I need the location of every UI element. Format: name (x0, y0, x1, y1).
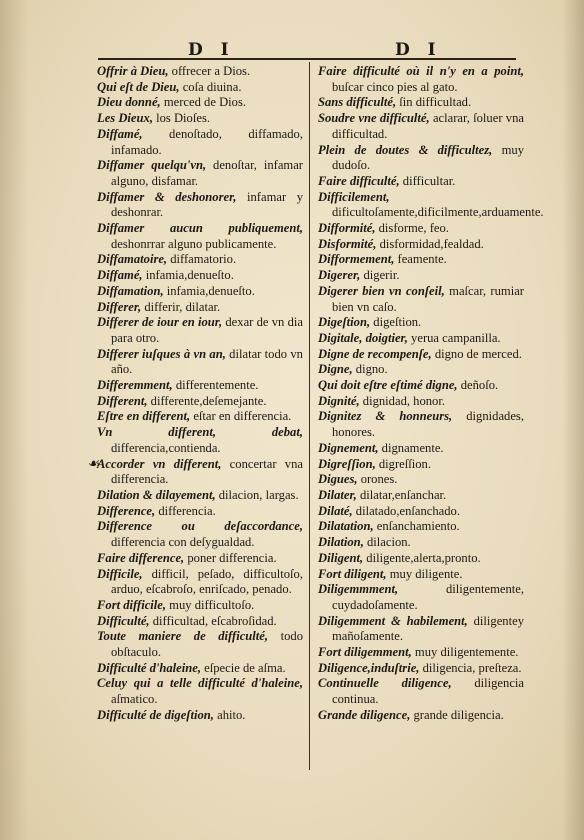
entry-headword: Faire difficulté, (318, 173, 400, 188)
entry-definition: muy dudoſo. (332, 142, 524, 173)
entry-definition: muy difficultoſo. (166, 597, 255, 612)
entry-headword: Dilatation, (318, 519, 374, 534)
entry-headword: Disformité, (318, 236, 377, 251)
dictionary-entry (318, 488, 524, 504)
entry-definition: aclarar, ſoluer vna difficultad. (332, 111, 524, 141)
dictionary-entry (318, 378, 524, 394)
dictionary-entry (97, 252, 303, 268)
dictionary-entry (318, 347, 524, 363)
right-column (318, 64, 544, 724)
entry-headword: Dignitez & honneurs, (318, 409, 453, 424)
dictionary-entry (97, 394, 303, 410)
dictionary-entry (97, 425, 303, 456)
entry-headword: Diffamer aucun publiquement, (97, 221, 303, 236)
running-head (100, 38, 520, 60)
entry-headword: Vn different, debat, (97, 425, 303, 440)
entry-headword: Digerer bien vn conſeil, (318, 283, 445, 298)
entry-definition: concertar vna differencia. (111, 456, 303, 487)
entry-headword: Qui doit eſtre eſtimé digne, (318, 378, 458, 393)
entry-headword: Difficile, (97, 566, 143, 581)
entry-definition: diffamatorio. (167, 252, 237, 267)
entry-headword: Faire difficulté où il n'y en a point, (318, 64, 524, 78)
entry-definition: differentemente. (172, 378, 259, 393)
entry-definition: difficultar. (399, 173, 456, 188)
entry-headword: Differer iuſques à vn an, (97, 346, 226, 361)
entry-definition: dexar de vn dia para otro. (111, 315, 303, 345)
dictionary-entry (318, 143, 524, 174)
entry-definition: digno de merced. (431, 346, 522, 361)
entry-definition: muy diligente. (386, 566, 463, 581)
dictionary-entry (318, 252, 524, 268)
entry-headword: Difformement, (318, 252, 395, 267)
entry-definition: dignidad, honor. (359, 393, 445, 408)
dictionary-entry (97, 708, 303, 724)
dictionary-entry (97, 551, 303, 567)
entry-definition: digeſtion. (370, 315, 422, 330)
dictionary-entry (97, 457, 303, 488)
entry-definition: ahito. (213, 707, 246, 722)
dictionary-entry (97, 567, 303, 598)
entry-definition: dilacion, largas. (215, 487, 299, 502)
header-rule (98, 58, 516, 60)
entry-headword: Diffamé, (97, 268, 143, 283)
entry-definition: grande diligencia. (410, 707, 504, 722)
entry-headword: Soudre vne difficulté, (318, 111, 430, 126)
dictionary-entry (97, 315, 303, 346)
entry-headword: Difficilement, (318, 189, 390, 204)
entry-definition: dilatado,enſanchado. (352, 503, 460, 518)
dictionary-entry (97, 661, 303, 677)
dictionary-entry (318, 472, 524, 488)
entry-headword: Digerer, (318, 268, 361, 283)
dictionary-entry (97, 221, 303, 252)
entry-headword: Diligent, (318, 550, 364, 565)
entry-headword: Digitale, doigtier, (318, 330, 408, 345)
entry-headword: Difficulté de digeſtion, (97, 707, 214, 722)
dictionary-entry (318, 661, 524, 677)
entry-definition: diligentemente, cuydadoſamente. (332, 582, 524, 612)
dictionary-entry (318, 111, 524, 142)
column-divider (309, 62, 310, 770)
dictionary-entry (97, 80, 303, 96)
entry-headword: Plein de doutes & difficultez, (318, 142, 493, 157)
entry-headword: Diligence,induſtrie, (318, 660, 420, 675)
entry-definition: differencia con deſygualdad. (111, 535, 255, 550)
entry-headword: Difference, (97, 503, 156, 518)
entry-headword: Toute maniere de difficulté, (97, 629, 269, 644)
entry-headword: Differer, (97, 299, 142, 314)
entry-headword: Diffamation, (97, 283, 164, 298)
entry-definition: deshonrrar alguno publicamente. (111, 236, 277, 251)
entry-headword: Faire difference, (97, 550, 185, 565)
dictionary-entry (318, 315, 524, 331)
entry-definition: eſpecie de aſma. (201, 660, 286, 675)
dictionary-entry (318, 409, 524, 440)
entry-definition: todo obſtaculo. (111, 629, 304, 660)
entry-headword: Diffamer & deshonorer, (97, 189, 237, 204)
dictionary-entry (318, 64, 524, 95)
entry-definition: differencia,contienda. (111, 440, 221, 455)
entry-headword: Sans difficulté, (318, 95, 397, 110)
entry-headword: Fort diligent, (318, 566, 387, 581)
entry-definition: diligencia continua. (332, 676, 524, 707)
entry-definition: feamente. (394, 252, 447, 267)
page-binding-shadow (0, 0, 28, 840)
entry-definition: enſanchamiento. (373, 519, 460, 534)
dictionary-entry (318, 535, 524, 551)
entry-headword: Diffamé, (97, 126, 143, 141)
dictionary-entry (318, 268, 524, 284)
entry-headword: Differemment, (97, 378, 173, 393)
entry-definition: coſa diuina. (179, 79, 242, 94)
running-head-right: D I (395, 40, 442, 60)
entry-definition: yerua campanilla. (407, 330, 501, 345)
entry-headword: Dignité, (318, 393, 360, 408)
entry-headword: Offrir à Dieu, (97, 64, 169, 78)
entry-headword: Differer de iour en iour, (97, 315, 223, 330)
entry-definition: merced de Dios. (160, 95, 247, 110)
entry-definition: dilatar,enſanchar. (356, 487, 447, 502)
entry-definition: infamia,denueſto. (142, 268, 234, 283)
dictionary-entry (97, 378, 303, 394)
entry-definition: differir, dilatar. (141, 299, 221, 314)
entry-headword: Diffamer quelqu'vn, (97, 158, 207, 173)
printer-ornament: ☙ (88, 456, 101, 472)
dictionary-entry (318, 504, 524, 520)
dictionary-entry (318, 237, 524, 253)
dictionary-entry (97, 614, 303, 630)
entry-definition: orones. (357, 472, 398, 487)
entry-definition: diligente,alerta,pronto. (363, 550, 481, 565)
page-edge-shadow (562, 0, 584, 840)
dictionary-entry (318, 331, 524, 347)
entry-definition: infamia,denueſto. (163, 283, 255, 298)
dictionary-entry (97, 409, 303, 425)
dictionary-entry (318, 519, 524, 535)
dictionary-entry (318, 582, 524, 613)
dictionary-entry (97, 284, 303, 300)
entry-headword: Les Dieux, (97, 111, 153, 126)
entry-headword: Diffamatoire, (97, 252, 168, 267)
entry-headword: Fort difficile, (97, 597, 167, 612)
dictionary-entry (318, 567, 524, 583)
entry-definition: aſmatico. (111, 692, 158, 707)
entry-headword: Difference ou deſaccordance, (97, 519, 303, 534)
dictionary-entry (318, 284, 524, 315)
dictionary-entry (318, 441, 524, 457)
dictionary-entry (97, 598, 303, 614)
dictionary-entry (97, 300, 303, 316)
entry-definition: infamar y deshonrar. (111, 189, 303, 220)
entry-headword: Celuy qui a telle difficulté d'haleine, (97, 676, 303, 691)
entry-definition: digerir. (360, 268, 400, 283)
entry-definition: denoſtado, diffamado, infamado. (111, 126, 303, 157)
entry-definition: disforme, feo. (375, 221, 449, 236)
entry-definition: digno. (352, 362, 388, 377)
dictionary-entry (97, 64, 303, 80)
entry-headword: Difformité, (318, 221, 376, 236)
entry-definition: dilacion. (363, 535, 411, 550)
entry-definition: poner differencia. (184, 550, 277, 565)
entry-definition: dificultoſamente,dificilmente,arduamente. (332, 205, 544, 220)
entry-definition: offrecer a Dios. (168, 64, 251, 78)
entry-headword: Digeſtion, (318, 315, 371, 330)
dictionary-entry (97, 629, 303, 660)
dictionary-entry (318, 174, 524, 190)
entry-headword: Dieu donné, (97, 95, 161, 110)
entry-definition: diligentey mañoſamente. (332, 613, 524, 644)
dictionary-entry (97, 127, 303, 158)
entry-definition: dilatar todo vn año. (111, 346, 303, 377)
entry-headword: Fort diligemment, (318, 645, 412, 660)
entry-definition: difficultad, eſcabroſidad. (149, 613, 277, 628)
dictionary-entry (318, 645, 524, 661)
entry-headword: Digne, (318, 362, 353, 377)
entry-definition: dignidades, honores. (332, 409, 524, 440)
entry-definition: difficil, peſado, difficultoſo, arduo, eſcabroſo, enriſcado, penado. (111, 566, 303, 597)
entry-headword: Different, (97, 393, 148, 408)
entry-headword: Diligemmment, (318, 582, 399, 597)
dictionary-entry (97, 158, 303, 189)
entry-headword: Continuelle diligence, (318, 676, 452, 691)
entry-definition: maſcar, rumiar bien vn caſo. (332, 283, 524, 314)
entry-definition: los Dioſes. (152, 111, 210, 126)
dictionary-entry (97, 95, 303, 111)
entry-definition: disformidad,fealdad. (376, 236, 484, 251)
running-head-left: D I (188, 40, 235, 60)
entry-headword: Dilation & dilayement, (97, 487, 216, 502)
dictionary-entry (318, 676, 524, 707)
entry-definition: deñoſo. (457, 378, 499, 393)
dictionary-entry (97, 676, 303, 707)
dictionary-entry (97, 504, 303, 520)
entry-definition: ſin difficultad. (396, 95, 472, 110)
entry-headword: Grande diligence, (318, 707, 411, 722)
dictionary-entry (318, 457, 524, 473)
entry-headword: Diligemment & habilement, (318, 613, 468, 628)
entry-headword: Difficulté, (97, 613, 150, 628)
dictionary-entry (97, 111, 303, 127)
dictionary-entry (318, 551, 524, 567)
entry-definition: differencia. (155, 503, 216, 518)
dictionary-entry (318, 221, 524, 237)
entry-headword: Qui eſt de Dieu, (97, 79, 180, 94)
entry-definition: digreſſion. (375, 456, 431, 471)
dictionary-entry (318, 362, 524, 378)
dictionary-entry (318, 708, 524, 724)
entry-definition: muy diligentemente. (411, 645, 519, 660)
entry-definition: differente,deſemejante. (147, 393, 267, 408)
entry-headword: Dignement, (318, 440, 379, 455)
entry-headword: Digreſſion, (318, 456, 376, 471)
entry-headword: Dilater, (318, 487, 357, 502)
dictionary-entry (318, 95, 524, 111)
entry-headword: Accorder vn different, (97, 456, 222, 471)
entry-definition: dignamente. (378, 440, 444, 455)
entry-headword: Digne de recompenſe, (318, 346, 432, 361)
entry-headword: Dilation, (318, 535, 364, 550)
dictionary-entry (97, 488, 303, 504)
entry-headword: Difficulté d'haleine, (97, 660, 202, 675)
dictionary-entry (97, 519, 303, 550)
dictionary-entry (97, 190, 303, 221)
dictionary-entry (318, 614, 524, 645)
entry-headword: Dilaté, (318, 503, 353, 518)
entry-headword: Digues, (318, 472, 358, 487)
dictionary-entry (97, 347, 303, 378)
entry-headword: Eſtre en different, (97, 409, 191, 424)
entry-definition: denoſtar, infamar alguno, disfamar. (111, 158, 303, 188)
dictionary-entry (318, 189, 544, 221)
entry-definition: buſcar cinco pies al gato. (332, 79, 458, 94)
entry-definition: diligencia, preſteza. (419, 660, 522, 675)
dictionary-entry (318, 394, 524, 410)
dictionary-entry (97, 268, 303, 284)
entry-definition: eſtar en differencia. (190, 409, 292, 424)
left-column (97, 64, 303, 724)
